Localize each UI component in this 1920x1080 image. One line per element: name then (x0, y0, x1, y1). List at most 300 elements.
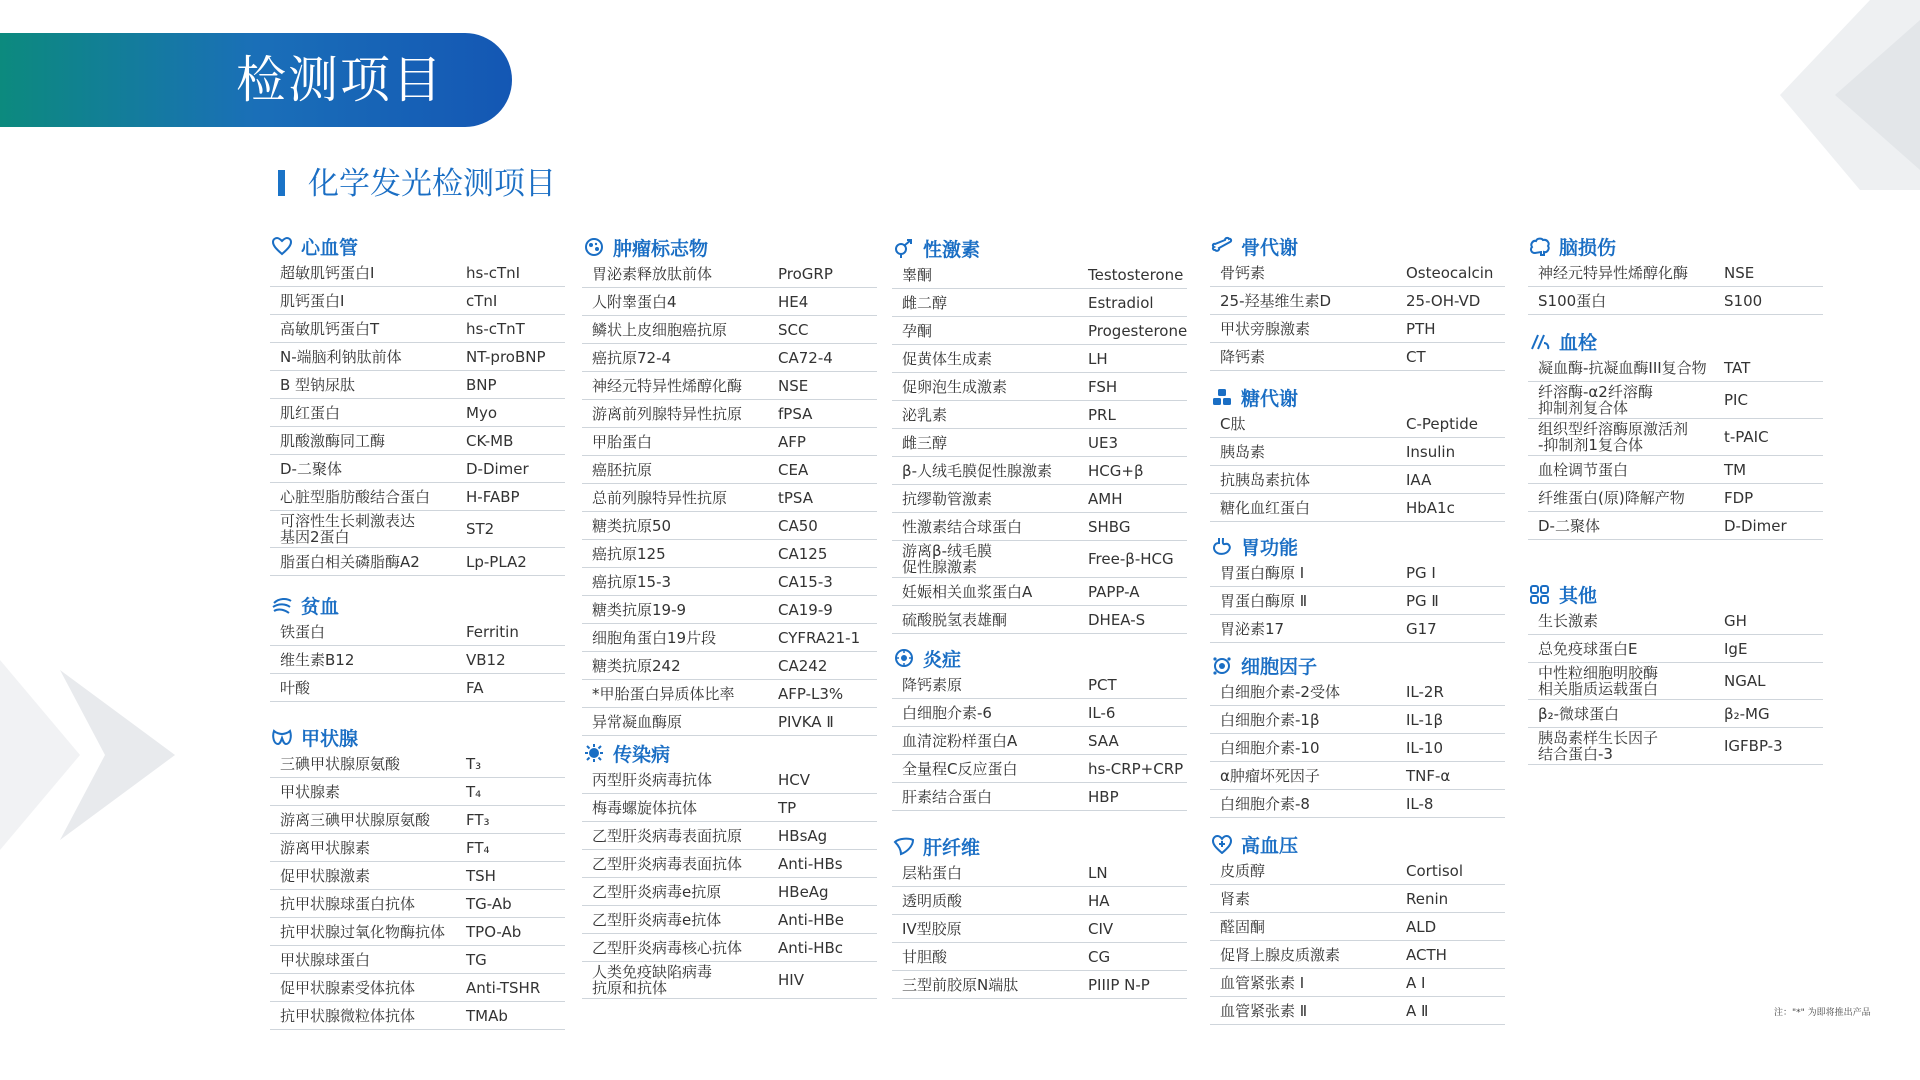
section-title: 血栓 (1559, 331, 1598, 354)
item-abbreviation: TG (466, 950, 487, 969)
table-row (1210, 315, 1505, 343)
virus-icon (582, 742, 606, 764)
table-row (582, 260, 877, 288)
item-abbreviation: HBP (1088, 787, 1119, 806)
table-row (892, 971, 1187, 999)
section-header (892, 833, 1187, 859)
item-abbreviation: HCG+β (1088, 461, 1144, 480)
item-abbreviation: ST2 (466, 520, 495, 538)
item-abbreviation: TSH (466, 866, 496, 885)
table-row (582, 596, 877, 624)
table-row (582, 568, 877, 596)
table-row (892, 429, 1187, 457)
item-name: 三型前胶原N端肽 (902, 975, 1019, 994)
section-tumor (582, 234, 877, 736)
item-abbreviation: cTnI (466, 291, 498, 310)
table-row (582, 708, 877, 736)
item-abbreviation: IL-10 (1406, 738, 1444, 757)
item-abbreviation: HIV (778, 971, 804, 989)
item-name: 25-羟基维生素D (1220, 291, 1332, 310)
item-name: 甲胎蛋白 (592, 432, 653, 451)
item-abbreviation: ALD (1406, 917, 1437, 936)
table-row (1528, 635, 1823, 663)
item-name: 糖类抗原50 (592, 516, 672, 535)
item-name: 白细胞介素-2受体 (1220, 682, 1340, 701)
item-name: 乙型肝炎病毒表面抗原 (592, 826, 743, 845)
section-header (892, 235, 1187, 261)
section-infection (582, 740, 877, 999)
item-abbreviation: IL-8 (1406, 794, 1434, 813)
item-abbreviation: ProGRP (778, 264, 833, 283)
item-abbreviation: SHBG (1088, 517, 1131, 536)
table-row (582, 934, 877, 962)
item-abbreviation: IL-6 (1088, 703, 1116, 722)
table-row (270, 862, 565, 890)
section-title: 性激素 (923, 238, 981, 261)
table-row (892, 727, 1187, 755)
item-name: 癌抗原72-4 (592, 348, 672, 367)
item-abbreviation: fPSA (778, 404, 813, 423)
item-name: 细胞角蛋白19片段 (592, 628, 717, 647)
item-abbreviation: PRL (1088, 405, 1116, 424)
table-row (1210, 678, 1505, 706)
item-abbreviation: AMH (1088, 489, 1123, 508)
table-row (270, 483, 565, 511)
item-name: 纤溶酶-α2纤溶酶 抑制剂复合体 (1538, 383, 1653, 417)
item-name: 白细胞介素-10 (1220, 738, 1320, 757)
item-name: 甲状腺球蛋白 (280, 950, 371, 969)
table-row (270, 427, 565, 455)
item-abbreviation: hs-cTnT (466, 319, 525, 338)
item-abbreviation: FT₃ (466, 810, 490, 829)
item-abbreviation: hs-CRP+CRP (1088, 759, 1184, 778)
item-name: 肾素 (1220, 889, 1251, 908)
item-name: 凝血酶-抗凝血酶III复合物 (1538, 358, 1707, 377)
item-abbreviation: Myo (466, 403, 497, 422)
item-name: 乙型肝炎病毒核心抗体 (592, 938, 743, 957)
item-abbreviation: CT (1406, 347, 1426, 366)
section-subtitle: 化学发光检测项目 (308, 166, 556, 202)
table-row (1210, 857, 1505, 885)
item-name: 抗甲状腺球蛋白抗体 (280, 894, 416, 913)
item-name: 铁蛋白 (280, 622, 326, 641)
item-name: 抗甲状腺过氧化物酶抗体 (280, 922, 446, 941)
table-row (1528, 259, 1823, 287)
item-abbreviation: PIVKA Ⅱ (778, 712, 834, 731)
table-row (270, 399, 565, 427)
table-row (582, 428, 877, 456)
item-name: 促肾上腺皮质激素 (1220, 945, 1341, 964)
item-name: 组织型纤溶酶原激活剂 -抑制剂1复合体 (1538, 420, 1689, 454)
item-abbreviation: SAA (1088, 731, 1119, 750)
item-abbreviation: Estradiol (1088, 293, 1154, 312)
item-abbreviation: hs-cTnI (466, 263, 521, 282)
table-row (270, 315, 565, 343)
table-row (582, 456, 877, 484)
table-row (270, 778, 565, 806)
item-name: 总免疫球蛋白E (1538, 639, 1638, 658)
table-row (582, 540, 877, 568)
table-row (1210, 287, 1505, 315)
table-row (1210, 913, 1505, 941)
table-row (1528, 663, 1823, 700)
section-header (270, 724, 565, 750)
item-name: 血管紧张素 Ⅰ (1220, 973, 1305, 992)
section-title: 炎症 (923, 648, 962, 671)
item-name: D-二聚体 (280, 459, 342, 478)
item-abbreviation: CK-MB (466, 431, 514, 450)
table-row (1210, 343, 1505, 371)
item-abbreviation: PIIIP N-P (1088, 975, 1150, 994)
table-row (270, 918, 565, 946)
table-row (892, 943, 1187, 971)
item-abbreviation: HA (1088, 891, 1110, 910)
item-abbreviation: AFP (778, 432, 806, 451)
item-abbreviation: TP (778, 798, 797, 817)
table-row (582, 822, 877, 850)
section-inflam (892, 645, 1187, 811)
item-name: 泌乳素 (902, 405, 948, 424)
item-abbreviation: HbA1c (1406, 498, 1455, 517)
item-abbreviation: UE3 (1088, 433, 1118, 452)
item-name: 促甲状腺激素 (280, 866, 371, 885)
item-name: 丙型肝炎病毒抗体 (592, 770, 713, 789)
table-row (582, 288, 877, 316)
table-row (270, 750, 565, 778)
thrombus-icon (1528, 330, 1552, 352)
item-abbreviation: Anti-HBs (778, 854, 843, 873)
item-abbreviation: CA72-4 (778, 348, 833, 367)
section-sugar (1210, 384, 1505, 522)
item-abbreviation: FDP (1724, 488, 1754, 507)
section-title: 甲状腺 (301, 727, 359, 750)
item-abbreviation: T₃ (466, 754, 482, 773)
item-name: 癌抗原15-3 (592, 572, 672, 591)
table-row (582, 766, 877, 794)
table-row (1210, 885, 1505, 913)
item-abbreviation: SCC (778, 320, 809, 339)
chevron-decoration-right (1720, 0, 1920, 190)
table-row (270, 1002, 565, 1030)
table-row (582, 680, 877, 708)
table-row (892, 373, 1187, 401)
item-abbreviation: PG Ⅰ (1406, 563, 1436, 582)
table-row (582, 344, 877, 372)
table-row (1210, 259, 1505, 287)
table-row (1528, 456, 1823, 484)
item-name: 甘胆酸 (902, 947, 948, 966)
item-abbreviation: CA50 (778, 516, 818, 535)
table-row (582, 962, 877, 999)
item-abbreviation: ACTH (1406, 945, 1447, 964)
table-row (1210, 941, 1505, 969)
table-row (1528, 728, 1823, 765)
table-row (270, 455, 565, 483)
item-abbreviation: H-FABP (466, 487, 520, 506)
section-title: 骨代谢 (1241, 236, 1299, 259)
heart-plus-icon (1210, 833, 1234, 855)
section-title: 心血管 (301, 236, 359, 259)
item-abbreviation: IL-2R (1406, 682, 1444, 701)
item-name: 游离三碘甲状腺原氨酸 (280, 810, 431, 829)
item-name: 甲状旁腺激素 (1220, 319, 1311, 338)
item-abbreviation: CA15-3 (778, 572, 833, 591)
table-row (892, 513, 1187, 541)
item-name: 孕酮 (902, 321, 933, 340)
table-row (270, 806, 565, 834)
item-name: 胰岛素 (1220, 442, 1266, 461)
item-abbreviation: TG-Ab (466, 894, 512, 913)
table-row (892, 485, 1187, 513)
table-row (582, 484, 877, 512)
item-abbreviation: Progesterone (1088, 321, 1188, 340)
section-header (270, 233, 565, 259)
item-abbreviation: G17 (1406, 619, 1437, 638)
sex-hormone-icon (892, 237, 916, 259)
item-abbreviation: TAT (1724, 358, 1751, 377)
table-row (1528, 512, 1823, 540)
table-row (582, 652, 877, 680)
item-name: 肌红蛋白 (280, 403, 341, 422)
item-name: 高敏肌钙蛋白T (280, 319, 380, 338)
item-abbreviation: CA242 (778, 656, 828, 675)
item-name: 神经元特异性烯醇化酶 (1538, 263, 1689, 282)
item-abbreviation: NT-proBNP (466, 347, 546, 366)
section-title: 胃功能 (1241, 536, 1299, 559)
table-row (270, 343, 565, 371)
section-header (1528, 581, 1823, 607)
item-name: 中性粒细胞明胶酶 相关脂质运载蛋白 (1538, 664, 1659, 698)
item-name: 硫酸脱氢表雄酮 (902, 610, 1008, 629)
item-name: N-端脑利钠肽前体 (280, 347, 402, 366)
item-name: 心脏型脂肪酸结合蛋白 (280, 487, 431, 506)
section-thyroid (270, 724, 565, 1030)
item-abbreviation: Osteocalcin (1406, 263, 1494, 282)
table-row (892, 289, 1187, 317)
item-name: 抗胰岛素抗体 (1220, 470, 1311, 489)
item-name: 胃蛋白酶原 Ⅱ (1220, 591, 1308, 610)
table-row (1210, 969, 1505, 997)
item-abbreviation: PG Ⅱ (1406, 591, 1439, 610)
item-abbreviation: S100 (1724, 291, 1763, 310)
table-row (1210, 734, 1505, 762)
item-abbreviation: TNF-α (1406, 766, 1451, 785)
item-abbreviation: FSH (1088, 377, 1118, 396)
item-abbreviation: TM (1724, 460, 1747, 479)
item-abbreviation: AFP-L3% (778, 684, 844, 703)
table-row (582, 906, 877, 934)
table-row (1210, 466, 1505, 494)
item-abbreviation: T₄ (466, 782, 482, 801)
item-abbreviation: HBeAg (778, 882, 829, 901)
item-abbreviation: IGFBP-3 (1724, 737, 1783, 755)
item-name: 甲状腺素 (280, 782, 341, 801)
item-name: B 型钠尿肽 (280, 375, 356, 394)
table-row (892, 345, 1187, 373)
item-name: 促黄体生成素 (902, 349, 993, 368)
subtitle-bar (278, 170, 285, 196)
item-abbreviation: LN (1088, 863, 1108, 882)
table-row (892, 699, 1187, 727)
item-name: 胃泌素17 (1220, 619, 1285, 638)
blood-cell-icon (270, 594, 294, 616)
section-header (1210, 233, 1505, 259)
item-name: 游离β-绒毛膜 促性腺激素 (902, 542, 992, 576)
table-row (582, 400, 877, 428)
item-abbreviation: HBsAg (778, 826, 828, 845)
item-abbreviation: Anti-TSHR (466, 978, 541, 997)
table-row (1210, 494, 1505, 522)
grid-icon (1528, 583, 1552, 605)
item-abbreviation: t-PAIC (1724, 428, 1769, 446)
item-abbreviation: IgE (1724, 639, 1748, 658)
item-name: 白细胞介素-8 (1220, 794, 1310, 813)
item-abbreviation: Ferritin (466, 622, 519, 641)
item-name: 抗甲状腺微粒体抗体 (280, 1006, 416, 1025)
table-row (1210, 790, 1505, 818)
item-name: 降钙素原 (902, 675, 963, 694)
item-name: 血清淀粉样蛋白A (902, 731, 1018, 750)
item-name: 抗缪勒管激素 (902, 489, 993, 508)
section-sex (892, 235, 1187, 634)
table-row (892, 261, 1187, 289)
page-title: 检测项目 (236, 51, 444, 109)
item-name: 纤维蛋白(原)降解产物 (1538, 488, 1685, 507)
table-row (1210, 706, 1505, 734)
item-name: 皮质醇 (1220, 861, 1266, 880)
item-abbreviation: LH (1088, 349, 1108, 368)
item-abbreviation: CA125 (778, 544, 828, 563)
item-abbreviation: PCT (1088, 675, 1117, 694)
table-row (582, 850, 877, 878)
section-title: 其他 (1559, 584, 1598, 607)
item-name: 肌酸激酶同工酶 (280, 431, 386, 450)
item-abbreviation: Anti-HBc (778, 938, 844, 957)
section-anemia (270, 592, 565, 702)
tumor-cell-icon (582, 236, 606, 258)
section-stomach (1210, 533, 1505, 643)
item-name: β₂-微球蛋白 (1538, 704, 1619, 723)
sugar-cubes-icon (1210, 386, 1234, 408)
item-abbreviation: NSE (778, 376, 809, 395)
item-name: 妊娠相关血浆蛋白A (902, 582, 1033, 601)
item-abbreviation: Lp-PLA2 (466, 552, 527, 571)
thyroid-icon (270, 726, 294, 748)
item-abbreviation: FT₄ (466, 838, 490, 857)
item-abbreviation: TMAb (466, 1006, 508, 1025)
item-name: 鳞状上皮细胞癌抗原 (592, 320, 728, 339)
item-name: 胃蛋白酶原 Ⅰ (1220, 563, 1305, 582)
footnote: 注："*" 为即将推出产品 (1774, 1008, 1871, 1018)
item-abbreviation: FA (466, 678, 484, 697)
item-abbreviation: NGAL (1724, 672, 1766, 690)
table-row (582, 316, 877, 344)
item-name: 骨钙素 (1220, 263, 1266, 282)
item-name: 维生素B12 (280, 650, 355, 669)
item-name: 乙型肝炎病毒e抗体 (592, 910, 722, 929)
item-name: 血栓调节蛋白 (1538, 460, 1629, 479)
item-name: 梅毒螺旋体抗体 (592, 798, 698, 817)
item-name: 神经元特异性烯醇化酶 (592, 376, 743, 395)
section-thrombus (1528, 328, 1823, 540)
stomach-icon (1210, 535, 1234, 557)
table-row (270, 259, 565, 287)
item-abbreviation: C-Peptide (1406, 414, 1478, 433)
item-abbreviation: CIV (1088, 919, 1114, 938)
item-name: 血管紧张素 Ⅱ (1220, 1001, 1308, 1020)
item-name: 人附睾蛋白4 (592, 292, 677, 311)
section-header (270, 592, 565, 618)
item-name: 超敏肌钙蛋白I (280, 263, 375, 282)
item-name: IV型胶原 (902, 919, 962, 938)
item-name: *甲胎蛋白异质体比率 (592, 684, 735, 703)
item-name: 癌抗原125 (592, 544, 666, 563)
section-cytokine (1210, 652, 1505, 818)
section-brain (1528, 233, 1823, 315)
section-header (892, 645, 1187, 671)
item-abbreviation: A Ⅱ (1406, 1001, 1429, 1020)
table-row (892, 578, 1187, 606)
section-other (1528, 581, 1823, 765)
section-title: 肿瘤标志物 (613, 237, 709, 260)
item-name: 肝素结合蛋白 (902, 787, 993, 806)
item-name: 全量程C反应蛋白 (902, 759, 1018, 778)
table-row (270, 834, 565, 862)
section-title: 肝纤维 (923, 836, 981, 859)
table-row (582, 794, 877, 822)
section-title: 脑损伤 (1559, 236, 1617, 259)
table-row (1210, 559, 1505, 587)
item-name: 可溶性生长刺激表达 基因2蛋白 (280, 512, 416, 546)
section-title: 糖代谢 (1241, 387, 1299, 410)
item-abbreviation: CG (1088, 947, 1111, 966)
inflammation-icon (892, 647, 916, 669)
table-row (892, 317, 1187, 345)
item-name: 糖化血红蛋白 (1220, 498, 1311, 517)
table-row (270, 646, 565, 674)
section-header (1528, 233, 1823, 259)
item-name: 层粘蛋白 (902, 863, 963, 882)
item-abbreviation: CEA (778, 460, 809, 479)
item-name: 乙型肝炎病毒表面抗体 (592, 854, 743, 873)
item-name: C肽 (1220, 414, 1246, 433)
item-name: 肌钙蛋白I (280, 291, 345, 310)
item-name: β-人绒毛膜促性腺激素 (902, 461, 1052, 480)
section-bone (1210, 233, 1505, 371)
table-row (270, 287, 565, 315)
item-name: 胃泌素释放肽前体 (592, 264, 713, 283)
item-name: 乙型肝炎病毒e抗原 (592, 882, 722, 901)
table-row (1210, 410, 1505, 438)
item-name: 促卵泡生成激素 (902, 377, 1008, 396)
table-row (270, 511, 565, 548)
section-header (582, 740, 877, 766)
item-name: 胰岛素样生长因子 结合蛋白-3 (1538, 729, 1659, 763)
item-abbreviation: β₂-MG (1724, 704, 1770, 723)
table-row (892, 541, 1187, 578)
bone-icon (1210, 235, 1234, 257)
section-title: 贫血 (301, 595, 340, 618)
section-cardio (270, 233, 565, 576)
item-abbreviation: Insulin (1406, 442, 1456, 461)
item-name: α肿瘤坏死因子 (1220, 766, 1320, 785)
item-name: 睾酮 (902, 265, 933, 284)
table-row (582, 624, 877, 652)
table-row (270, 674, 565, 702)
section-header (1210, 533, 1505, 559)
item-name: 脂蛋白相关磷脂酶A2 (280, 552, 420, 571)
table-row (270, 371, 565, 399)
